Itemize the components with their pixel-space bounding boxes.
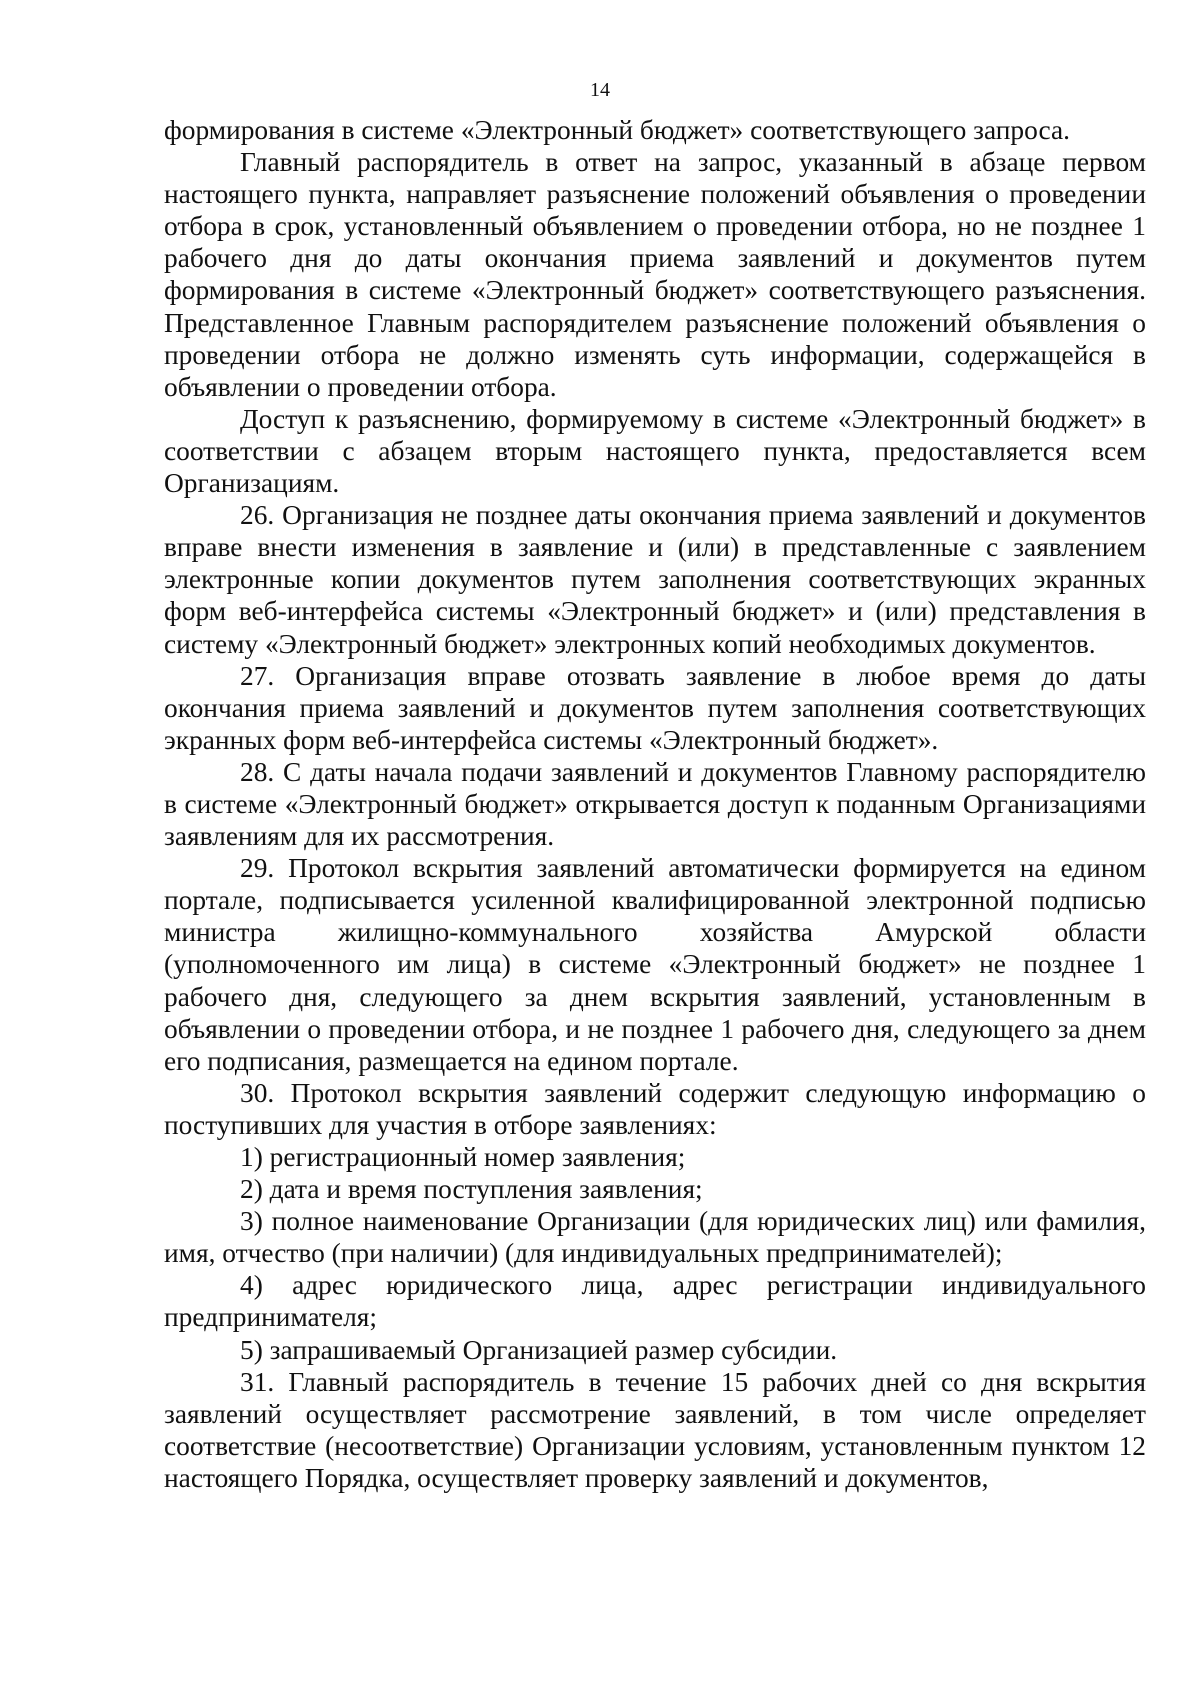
paragraph-item-28: 28. С даты начала подачи заявлений и документов Главному распорядителю в системе «Электронный бюджет» открывается доступ к поданным Организациями заявлениям для их рассмотрения. xyxy=(164,756,1146,852)
list-item-5: 5) запрашиваемый Организацией размер субсидии. xyxy=(240,1334,838,1365)
document-body xyxy=(164,114,1146,1494)
paragraph-item-30: 30. Протокол вскрытия заявлений содержит следующую информацию о поступивших для участия в отборе заявлениях: xyxy=(164,1077,1146,1140)
list-item-4: 4) адрес юридического лица, адрес регистрации индивидуального предпринимателя; xyxy=(164,1270,1146,1333)
paragraph-item-29: 29. Протокол вскрытия заявлений автоматически формируется на едином портале, подписывается усиленной квалифицированной электронной подписью министра жилищно-коммунального хозяйства Амурской области (уполномоченного им лица) в системе «Электронный бюджет» не позднее 1 рабочего дня, следующего за днем вскрытия заявлений, установленным в объявлении о проведении отбора, и не позднее 1 рабочего дня, следующего за днем его подписания, размещается на едином портале. xyxy=(164,853,1146,1076)
list-item-3: 3) полное наименование Организации (для юридических лиц) или фамилия, имя, отчество (при наличии) (для индивидуальных предпринимателей); xyxy=(164,1206,1146,1269)
paragraph-continuation: формирования в системе «Электронный бюджет» соответствующего запроса. xyxy=(164,115,1070,145)
paragraph-clarification-response: Главный распорядитель в ответ на запрос, указанный в абзаце первом настоящего пункта, направляет разъяснение положений объявления о проведении отбора в срок, установленный объявлением о проведении отбора, но не позднее 1 рабочего дня до даты окончания приема заявлений и документов путем формирования в системе «Электронный бюджет» соответствующего разъяснения. Представленное Главным распорядителем разъяснение положений объявления о проведении отбора не должно изменять суть информации, содержащейся в объявлении о проведении отбора. xyxy=(164,147,1146,402)
paragraph-clarification-access: Доступ к разъяснению, формируемому в системе «Электронный бюджет» в соответствии с абзацем вторым настоящего пункта, предоставляется всем Организациям. xyxy=(164,403,1146,499)
paragraph-item-27: 27. Организация вправе отозвать заявление в любое время до даты окончания приема заявлений и документов путем заполнения соответствующих экранных форм веб-интерфейса системы «Электронный бюджет». xyxy=(164,660,1146,755)
list-item-1: 1) регистрационный номер заявления; xyxy=(240,1142,686,1172)
paragraph-item-26: 26. Организация не позднее даты окончания приема заявлений и документов вправе внести изменения в заявление и (или) в представленные с заявлением электронные копии документов путем заполнения соответствующих экранных форм веб-интерфейса системы «Электронный бюджет» и (или) представления в систему «Электронный бюджет» электронных копий необходимых документов. xyxy=(164,500,1146,659)
list-item-2: 2) дата и время поступления заявления; xyxy=(240,1174,703,1205)
page-number: 14 xyxy=(590,79,610,101)
paragraph-item-31: 31. Главный распорядитель в течение 15 рабочих дней со дня вскрытия заявлений осуществляет рассмотрение заявлений, в том числе определяет соответствие (несоответствие) Организации условиям, установленным пунктом 12 настоящего Порядка, осуществляет проверку заявлений и документов, xyxy=(164,1366,1146,1493)
